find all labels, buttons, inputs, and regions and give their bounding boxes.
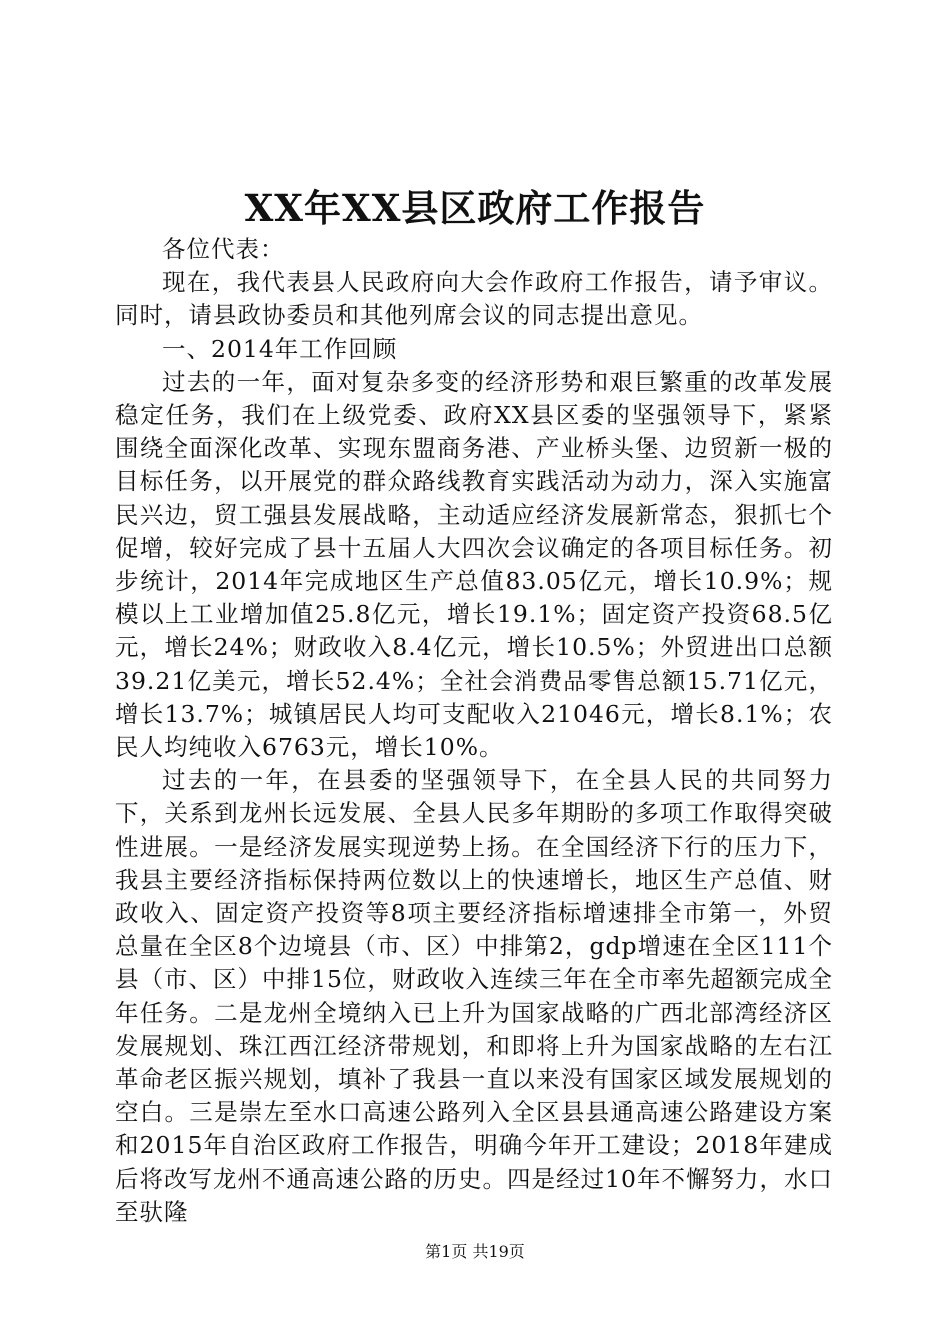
opening-paragraph: 现在，我代表县人民政府向大会作政府工作报告，请予审议。同时，请县政协委员和其他列席会议的同志提出意见。 [115,268,833,330]
review-paragraph: 过去的一年，面对复杂多变的经济形势和艰巨繁重的改革发展稳定任务，我们在上级党委、政府XX县区委的坚强领导下，紧紧围绕全面深化改革、实现东盟商务港、产业桥头堡、边贸新一极的目标任务，以开展党的群众路线教育实践活动为动力，深入实施富民兴边，贸工强县发展战略，主动适应经济发展新常态，狠抓七个促增，较好完成了县十五届人大四次会议确定的各项目标任务。初步统计，2014年完成地区生产总值83.05亿元，增长10.9%；规模以上工业增加值25.8亿元，增长19.1%；固定资产投资68.5亿元，增长24%；财政收入8.4亿元，增长10.5%；外贸进出口总额39.21亿美元，增长52.4%；全社会消费品零售总额15.71亿元，增长13.7%；城镇居民人均可支配收入21046元，增长8.1%；农民人均纯收入6763元，增长10%。 [115,367,833,762]
page-footer: 第1页 共19页 [425,1242,525,1261]
document-body [115,233,833,1229]
salutation-paragraph: 各位代表： [162,235,285,263]
achievements-paragraph: 过去的一年，在县委的坚强领导下，在全县人民的共同努力下，关系到龙州长远发展、全县人民多年期盼的多项工作取得突破性进展。一是经济发展实现逆势上扬。在全国经济下行的压力下，我县主要经济指标保持两位数以上的快速增长，地区生产总值、财政收入、固定资产投资等8项主要经济指标增速排全市第一，外贸总量在全区8个边境县（市、区）中排第2，gdp增速在全区111个县（市、区）中排15位，财政收入连续三年在全市率先超额完成全年任务。二是龙州全境纳入已上升为国家战略的广西北部湾经济区发展规划、珠江西江经济带规划，和即将上升为国家战略的左右江革命老区振兴规划，填补了我县一直以来没有国家区域发展规划的空白。三是崇左至水口高速公路列入全区县县通高速公路建设方案和2015年自治区政府工作报告，明确今年开工建设；2018年建成后将改写龙州不通高速公路的历史。四是经过10年不懈努力，水口至驮隆 [115,766,833,1226]
section-heading: 一、2014年工作回顾 [162,334,398,363]
document-title: XX年XX县区政府工作报告 [244,186,706,230]
